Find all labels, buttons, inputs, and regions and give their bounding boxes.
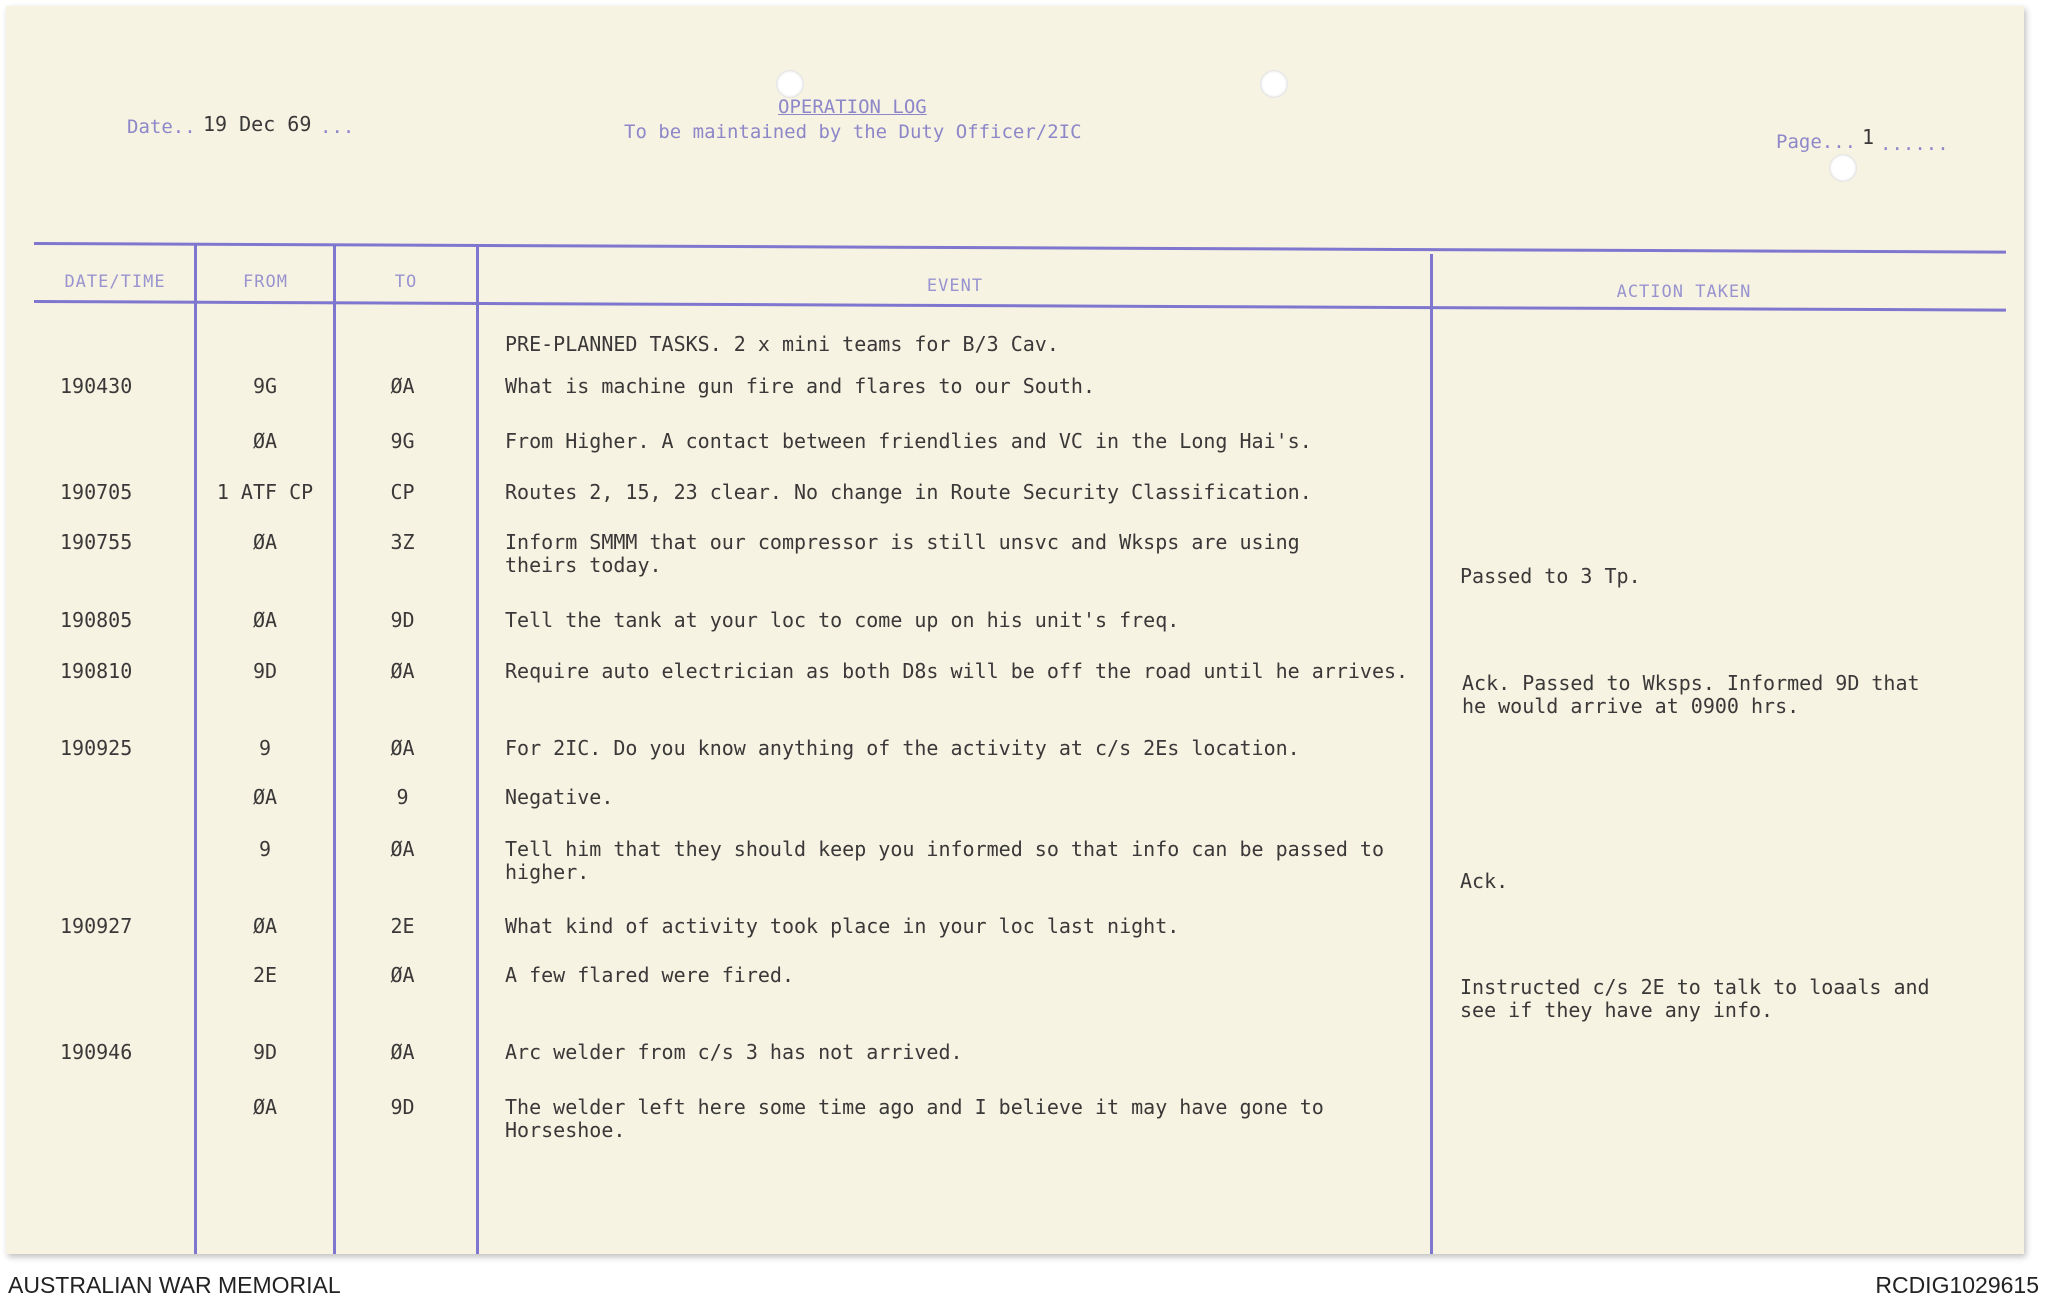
row-datetime: 190705 xyxy=(60,480,133,504)
row-event: The welder left here some time ago and I believe it may have gone to Horseshoe. xyxy=(505,1095,1324,1142)
row-datetime: 190925 xyxy=(60,736,133,760)
row-to: ØA xyxy=(390,963,415,987)
row-to: ØA xyxy=(390,374,415,398)
punch-hole xyxy=(1260,70,1288,98)
page-subtitle: To be maintained by the Duty Officer/2IC xyxy=(624,121,1082,143)
row-datetime: 190946 xyxy=(60,1040,133,1064)
column-header-event: EVENT xyxy=(926,276,984,296)
row-from: ØA xyxy=(252,429,278,453)
page-title: OPERATION LOG xyxy=(778,96,927,118)
row-event: Tell him that they should keep you informed so that info can be passed to higher. xyxy=(505,837,1384,884)
row-event: Require auto electrician as both D8s will be off the road until he arrives. xyxy=(505,659,1409,683)
row-from: 1 ATF CP xyxy=(216,480,314,504)
page-label: Page... xyxy=(1776,131,1857,153)
row-from: ØA xyxy=(252,530,278,554)
date-dots: ... xyxy=(320,116,355,138)
row-from: 9 xyxy=(258,736,272,760)
row-from: 9D xyxy=(252,1040,278,1064)
row-to: 3Z xyxy=(390,530,415,554)
column-header-from: FROM xyxy=(243,272,288,292)
row-event: Inform SMMM that our compressor is still unsvc and Wksps are using theirs today. xyxy=(505,530,1300,577)
row-event: Negative. xyxy=(505,785,614,809)
row-event: Routes 2, 15, 23 clear. No change in Route Security Classification. xyxy=(505,480,1312,504)
archive-credit: AUSTRALIAN WAR MEMORIAL xyxy=(8,1272,341,1298)
row-event: From Higher. A contact between friendlies and VC in the Long Hai's. xyxy=(505,429,1312,453)
row-event: For 2IC. Do you know anything of the activity at c/s 2Es location. xyxy=(505,736,1300,760)
column-header-action: ACTION TAKEN xyxy=(1616,282,1752,302)
row-to: ØA xyxy=(390,736,415,760)
row-datetime: 190430 xyxy=(60,374,133,398)
row-action: Instructed c/s 2E to talk to loaals and see if they have any info. xyxy=(1460,975,1930,1022)
column-header-to: TO xyxy=(394,272,418,292)
row-action: Ack. xyxy=(1460,869,1509,893)
row-to: 9D xyxy=(390,1095,415,1119)
row-action: Passed to 3 Tp. xyxy=(1460,564,1641,588)
row-from: ØA xyxy=(252,608,278,632)
row-to: 9G xyxy=(390,429,415,453)
row-from: 9D xyxy=(252,659,278,683)
row-datetime: 190810 xyxy=(60,659,133,683)
row-to: 9 xyxy=(396,785,409,809)
page-number: 1 xyxy=(1862,125,1875,149)
date-label: Date.. xyxy=(127,116,196,138)
row-from: ØA xyxy=(252,1095,278,1119)
row-to: CP xyxy=(390,480,415,504)
row-to: 2E xyxy=(390,914,415,938)
punch-hole xyxy=(1829,154,1857,182)
column-header-datetime: DATE/TIME xyxy=(64,272,166,292)
row-event: PRE-PLANNED TASKS. 2 x mini teams for B/3 Cav. xyxy=(505,332,1059,356)
row-event: Tell the tank at your loc to come up on his unit's freq. xyxy=(505,608,1180,632)
row-datetime: 190927 xyxy=(60,914,133,938)
row-to: ØA xyxy=(390,659,415,683)
row-from: 9 xyxy=(258,837,272,861)
punch-hole xyxy=(776,70,804,98)
row-datetime: 190805 xyxy=(60,608,133,632)
row-from: 9G xyxy=(252,374,278,398)
row-event: What kind of activity took place in your loc last night. xyxy=(505,914,1180,938)
date-value: 19 Dec 69 xyxy=(203,112,312,136)
row-event: What is machine gun fire and flares to our South. xyxy=(505,374,1096,398)
row-event: Arc welder from c/s 3 has not arrived. xyxy=(505,1040,963,1064)
row-action: Ack. Passed to Wksps. Informed 9D that he would arrive at 0900 hrs. xyxy=(1462,671,1920,718)
row-event: A few flared were fired. xyxy=(505,963,794,987)
row-from: ØA xyxy=(252,914,278,938)
page-dots: ...... xyxy=(1880,133,1949,155)
row-from: ØA xyxy=(252,785,278,809)
row-to: ØA xyxy=(390,837,415,861)
row-datetime: 190755 xyxy=(60,530,133,554)
archive-reference: RCDIG1029615 xyxy=(1875,1272,2039,1298)
row-to: ØA xyxy=(390,1040,415,1064)
row-from: 2E xyxy=(252,963,278,987)
row-to: 9D xyxy=(390,608,415,632)
